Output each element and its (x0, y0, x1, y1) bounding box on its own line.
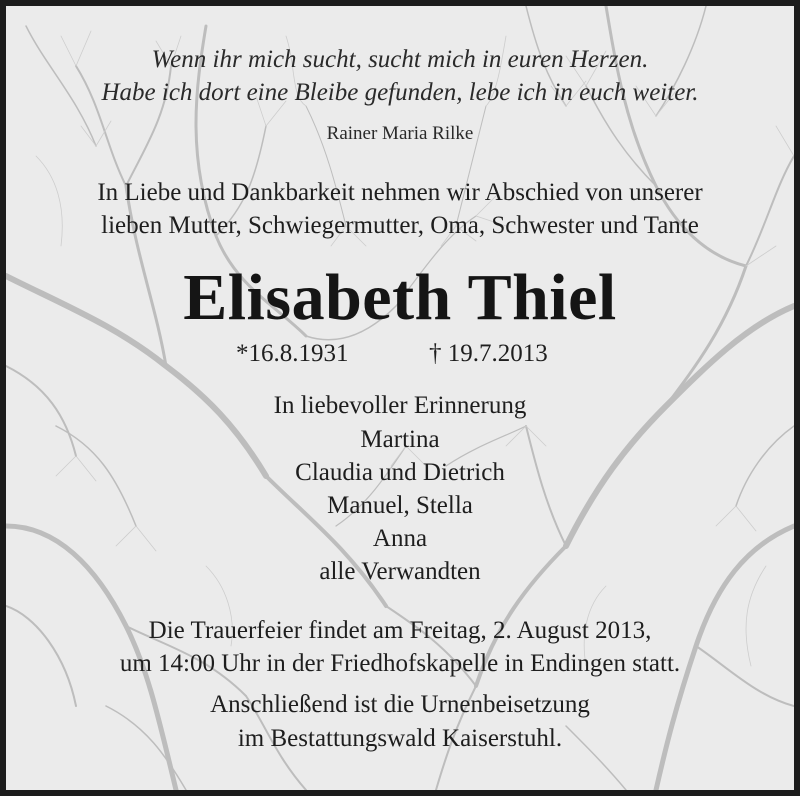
mourner-name: Anna (372, 525, 428, 552)
mourner-name: Martina (360, 426, 440, 453)
service-line-1: Die Trauerfeier findet am Freitag, 2. August 2013, (148, 617, 652, 644)
service-line-2: um 14:00 Uhr in der Friedhofskapelle in Endingen statt. (119, 650, 681, 677)
notice-text (6, 6, 794, 790)
intro-line-1: In Liebe und Dankbarkeit nehmen wir Abschied von unserer (97, 179, 703, 206)
quote-line-1: Wenn ihr mich sucht, sucht mich in euren Herzen. (151, 46, 649, 73)
service-line-3: Anschließend ist die Urnenbeisetzung (210, 691, 590, 718)
service-line-4: im Bestattungswald Kaiserstuhl. (237, 725, 563, 752)
life-dates (6, 340, 794, 372)
birth-date: *16.8.1931 (236, 340, 349, 367)
mourner-name: alle Verwandten (319, 558, 481, 585)
intro-line-2: lieben Mutter, Schwiegermutter, Oma, Schwester und Tante (101, 212, 699, 239)
mourner-name: Manuel, Stella (327, 492, 473, 519)
deceased-name: Elisabeth Thiel (183, 261, 617, 334)
quote-author: Rainer Maria Rilke (326, 123, 474, 144)
quote-line-2: Habe ich dort eine Bleibe gefunden, lebe ich in euch weiter. (101, 79, 699, 106)
mourners-heading: In liebevoller Erinnerung (273, 392, 527, 419)
mourner-name: Claudia und Dietrich (295, 459, 505, 486)
death-date: † 19.7.2013 (429, 340, 548, 367)
